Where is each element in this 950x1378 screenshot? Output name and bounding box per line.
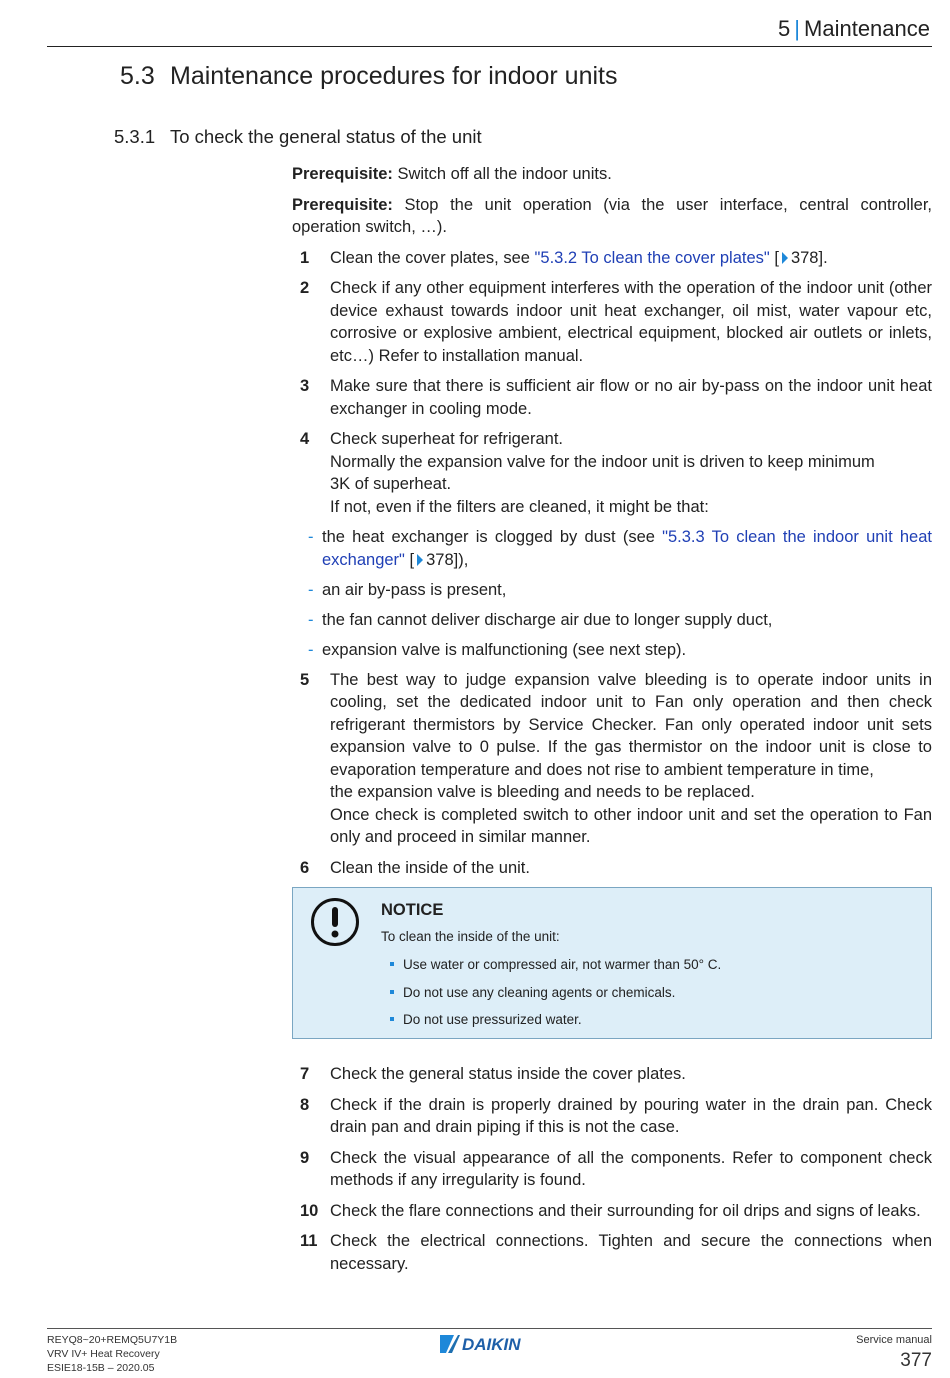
prerequisite-label: Prerequisite: — [292, 195, 393, 214]
daikin-logo — [440, 1333, 540, 1355]
prerequisite-1 — [292, 163, 932, 186]
brand-wordmark: DAIKIN — [462, 1335, 521, 1354]
step-4 — [292, 428, 932, 518]
step-5-text: The best way to judge expansion valve bleeding is to operate indoor units in cooling, set the dedicated indoor unit to Fan only operation and then check refrigerant thermistors by Service Checker. Fan only operated indoor unit sets expansion valve to 0 pulse. If the gas thermistor on the indoor unit is close to evaporation temperature and does not rise to ambient temperature in time, — [330, 670, 932, 779]
step-5-text: Once check is completed switch to other indoor unit and set the operation to Fan only and proceed in similar manner. — [330, 805, 932, 846]
cover-plates-link[interactable]: "5.3.2 To clean the cover plates" — [534, 248, 770, 267]
step-text: Check the flare connections and their surrounding for oil drips and signs of leaks. — [330, 1201, 921, 1220]
word: superheat. — [373, 475, 452, 493]
step-text: Clean the cover plates, see — [330, 248, 535, 267]
dash-bullet: - — [308, 640, 314, 659]
prerequisite-text: Stop the unit operation (via the user interface, central controller, operation switch, …). — [292, 195, 932, 236]
footer-page-info — [856, 1333, 932, 1372]
exclamation-circle-icon — [310, 897, 360, 947]
notice-box — [292, 887, 932, 1039]
cause-text: expansion valve is malfunctioning (see next step). — [322, 640, 687, 659]
step-text: Check the electrical connections. Tighten and secure the connections when necessary. — [330, 1232, 932, 1273]
step-11 — [292, 1230, 932, 1275]
step-number: 5 — [300, 670, 310, 689]
footer-doc-code: ESIE18-15B – 2020.05 — [47, 1362, 155, 1374]
step-10 — [292, 1200, 932, 1223]
footer-manual-type: Service manual — [856, 1334, 932, 1346]
subsection-title: To check the general status of the unit — [170, 126, 482, 147]
word: and — [563, 783, 592, 801]
ref-bracket-close: ]. — [818, 248, 828, 267]
step-text: Make sure that there is sufficient air flow or no air by-pass on the indoor unit heat exchanger in cooling mode. — [330, 377, 932, 418]
page-number: 377 — [900, 1350, 932, 1371]
step-9 — [292, 1147, 932, 1192]
step-number: 10 — [300, 1201, 319, 1220]
word: superheat — [381, 430, 455, 448]
bullet-square-icon — [390, 962, 394, 966]
word: the — [330, 783, 353, 801]
notice-title: NOTICE — [381, 901, 444, 919]
ref-bracket: [ — [404, 550, 415, 569]
step-8 — [292, 1094, 932, 1139]
page-ref-arrow-icon — [417, 554, 423, 566]
dash-bullet: - — [308, 528, 314, 546]
page-ref[interactable]: 378 — [790, 248, 819, 267]
notice-intro: To clean the inside of the unit: — [381, 929, 560, 944]
footer-product: VRV IV+ Heat Recovery — [47, 1348, 160, 1360]
page-ref-arrow-icon — [782, 252, 788, 264]
step-6 — [292, 857, 932, 880]
step-number: 1 — [300, 248, 310, 267]
chapter-separator: | — [794, 16, 801, 41]
subsection-number: 5.3.1 — [114, 126, 156, 147]
step-4-line-1 — [330, 428, 932, 451]
step-text: Check if any other equipment interferes with the operation of the indoor unit (other device exhaust towards indoor unit heat exchanger, oil mist, water vapour etc, corrosive or explosive ambient, electrical equipment, blocked air outlets or inlets, etc…) Refer to installation manual. — [330, 279, 932, 365]
footer-document-info — [47, 1333, 177, 1375]
chapter-number: 5 — [778, 16, 791, 41]
step-text: Check the visual appearance of all the components. Refer to component check methods if any irregularity is found. — [330, 1148, 932, 1189]
word: bleeding — [497, 783, 560, 801]
word: of — [354, 475, 369, 493]
ref-bracket: [ — [769, 248, 779, 267]
step-number: 6 — [300, 858, 310, 877]
section-number: 5.3 — [120, 62, 155, 90]
cause-item — [292, 639, 932, 662]
section-title: Maintenance procedures for indoor units — [170, 62, 618, 90]
ref-bracket-close: ]), — [453, 550, 469, 569]
notice-item — [381, 984, 721, 1012]
word: for — [459, 430, 479, 448]
heat-exchanger-link[interactable]: "5.3.3 To clean the indoor unit heat exchanger" — [322, 528, 932, 569]
step-number: 4 — [300, 430, 310, 448]
step-number: 11 — [300, 1232, 318, 1250]
word: to — [645, 783, 660, 801]
cause-item — [292, 526, 932, 571]
word: Check — [330, 430, 377, 448]
prerequisite-label: Prerequisite: — [292, 165, 393, 183]
chapter-heading — [778, 16, 930, 42]
word: refrigerant. — [483, 430, 564, 448]
notice-item-text: Use water or compressed air, not warmer than 50° C. — [403, 957, 722, 972]
notice-item — [381, 1011, 721, 1039]
step-number: 3 — [300, 377, 310, 395]
cause-item — [292, 579, 932, 602]
step-1 — [292, 247, 932, 270]
cause-text: an air by-pass is present, — [322, 580, 507, 599]
step-number: 8 — [300, 1095, 310, 1114]
notice-item-text: Do not use any cleaning agents or chemicals. — [403, 984, 676, 1000]
step-number: 2 — [300, 279, 310, 297]
prerequisite-text: Switch off all the indoor units. — [392, 165, 612, 183]
cause-text: the fan cannot deliver discharge air due to longer supply duct, — [322, 610, 773, 629]
step-7 — [292, 1063, 932, 1086]
word: be — [664, 783, 683, 801]
step-number: 9 — [300, 1148, 310, 1167]
step-4-line-4: If not, even if the filters are cleaned, it might be that: — [330, 497, 709, 516]
word: is — [480, 783, 493, 801]
notice-item-text: Do not use pressurized water. — [403, 1012, 582, 1027]
step-number: 7 — [300, 1065, 310, 1083]
footer-model: REYQ8~20+REMQ5U7Y1B — [47, 1334, 178, 1346]
dash-bullet: - — [308, 610, 314, 629]
page-ref[interactable]: 378 — [426, 550, 454, 569]
word: 3K — [330, 475, 351, 493]
bullet-square-icon — [390, 1017, 394, 1021]
notice-item — [381, 956, 721, 984]
step-text: Clean the inside of the unit. — [330, 858, 530, 877]
step-5-spread-line — [330, 781, 932, 804]
step-3 — [292, 375, 932, 420]
notice-list — [381, 956, 721, 1039]
step-4-line-2: Normally the expansion valve for the indoor unit is driven to keep minimum — [330, 452, 875, 471]
step-4-line-3 — [330, 473, 932, 496]
cause-text: the heat exchanger is clogged by dust (see — [322, 528, 663, 546]
step-text: Check if the drain is properly drained by pouring water in the drain pan. Check drain pan and drain piping if this is not the case. — [330, 1095, 932, 1136]
section-heading — [120, 62, 618, 91]
dash-bullet: - — [308, 580, 314, 599]
bullet-square-icon — [390, 990, 394, 994]
word: valve — [437, 783, 476, 801]
step-2 — [292, 277, 932, 367]
chapter-title: Maintenance — [804, 16, 930, 41]
word: expansion — [357, 783, 433, 801]
word: replaced. — [686, 783, 755, 801]
prerequisite-2 — [292, 194, 932, 239]
footer-rule — [47, 1328, 932, 1329]
cause-item — [292, 609, 932, 632]
word: needs — [596, 783, 642, 801]
page-header — [47, 16, 932, 47]
procedure-content — [292, 163, 932, 1283]
step-text: Check the general status inside the cover plates. — [330, 1065, 686, 1083]
subsection-heading — [114, 126, 482, 148]
step-5 — [292, 669, 932, 849]
